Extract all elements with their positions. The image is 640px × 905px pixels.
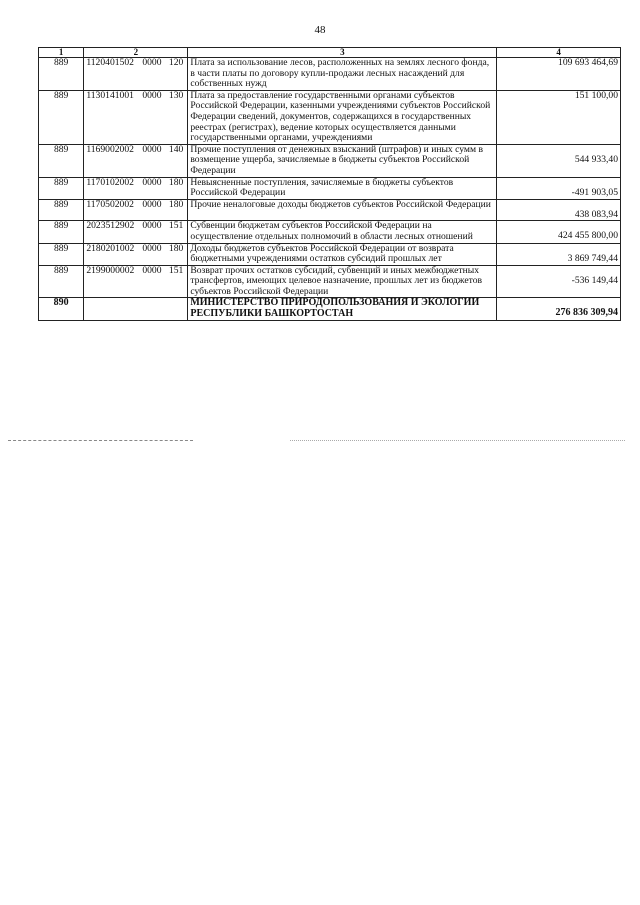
code-part: 0000: [142, 176, 162, 188]
amount: 151 100,00: [574, 89, 618, 101]
code-part: 2023512902: [86, 220, 135, 232]
admin-code: 889: [39, 265, 84, 298]
total-amount: 276 836 309,94: [555, 307, 618, 319]
budget-classification-code: [84, 177, 188, 199]
total-amount-cell: [497, 298, 621, 320]
amount-cell: [497, 265, 621, 298]
code-part: 180: [168, 176, 184, 188]
code-part: 180: [168, 198, 184, 210]
code-part: 1170502002: [86, 198, 134, 210]
budget-classification-code: [84, 199, 188, 221]
admin-code: 889: [39, 199, 84, 221]
revenue-description: Прочие неналоговые доходы бюджетов субъектов Российской Федерации: [188, 199, 497, 221]
admin-code: 889: [39, 221, 84, 243]
total-admin-code: 890: [39, 298, 84, 320]
code-part: 140: [168, 143, 184, 155]
code-part: 0000: [142, 57, 162, 68]
revenue-description: Невыясненные поступления, зачисляемые в бюджеты субъектов Российской Федерации: [188, 177, 497, 199]
code-part: 0000: [142, 143, 162, 155]
code-part: 0000: [142, 220, 162, 232]
budget-classification-code: [84, 90, 188, 144]
amount: -536 149,44: [571, 274, 618, 286]
table-row: [39, 177, 621, 199]
amount: 438 083,94: [574, 208, 618, 220]
code-part: 120: [168, 57, 184, 68]
admin-code: 889: [39, 144, 84, 177]
amount: 424 455 800,00: [558, 230, 618, 242]
revenue-description: Плата за использование лесов, расположенных на землях лесного фонда, в части платы по договору купли-продажи лесных насаждений для собственных нужд: [188, 58, 497, 91]
admin-code: 889: [39, 90, 84, 144]
amount-cell: [497, 58, 621, 91]
table-row: [39, 144, 621, 177]
code-part: 1130141001: [86, 89, 134, 101]
admin-code: 889: [39, 243, 84, 265]
table-row: [39, 58, 621, 91]
code-part: 2199000002: [86, 264, 135, 276]
code-part: 1169002002: [86, 143, 134, 155]
code-part: 2180201002: [86, 242, 135, 254]
budget-classification-code: [84, 243, 188, 265]
total-ministry-name: МИНИСТЕРСТВО ПРИРОДОПОЛЬЗОВАНИЯ И ЭКОЛОГИИ РЕСПУБЛИКИ БАШКОРТОСТАН: [188, 298, 497, 320]
page-number: 48: [314, 24, 326, 36]
budget-classification-code: [84, 58, 188, 91]
amount-cell: [497, 221, 621, 243]
column-header-4: 4: [497, 48, 621, 58]
table-body: [39, 58, 621, 298]
table-row: [39, 265, 621, 298]
revenue-description: Доходы бюджетов субъектов Российской Федерации от возврата бюджетными учреждениями остатков субсидий прошлых лет: [188, 243, 497, 265]
amount-cell: [497, 90, 621, 144]
amount-cell: [497, 243, 621, 265]
amount-cell: [497, 199, 621, 221]
table-total-row: [39, 298, 621, 320]
code-part: 0000: [142, 264, 162, 276]
amount-cell: [497, 177, 621, 199]
scan-divider-line: [290, 440, 625, 441]
revenue-description: Прочие поступления от денежных взысканий (штрафов) и иных сумм в возмещение ущерба, зачисляемые в бюджеты субъектов Российской Федерации: [188, 144, 497, 177]
code-part: 151: [168, 220, 184, 232]
amount-cell: [497, 144, 621, 177]
table-header-row: [39, 48, 621, 58]
admin-code: 889: [39, 177, 84, 199]
column-header-3: 3: [188, 48, 497, 58]
code-part: 151: [168, 264, 184, 276]
column-header-2: 2: [84, 48, 188, 58]
revenue-description: Возврат прочих остатков субсидий, субвенций и иных межбюджетных трансфертов, имеющих целевое назначение, прошлых лет из бюджетов субъектов Российской Федерации: [188, 265, 497, 298]
code-part: 0000: [142, 198, 162, 210]
scan-divider-line: [8, 440, 193, 441]
code-part: 130: [168, 89, 184, 101]
code-part: 1120401502: [86, 57, 134, 68]
table-row: [39, 90, 621, 144]
revenue-description: Плата за предоставление государственными органами субъектов Российской Федерации, казенными учреждениями субъектов Российской Федерации сведений, документов, содержащихся в государственных реестрах (регистрах), ведение которых осуществляется данными государственными органами, учреждениями: [188, 90, 497, 144]
amount: 109 693 464,69: [558, 57, 618, 68]
table-row: [39, 221, 621, 243]
table-row: [39, 243, 621, 265]
admin-code: 889: [39, 58, 84, 91]
amount: 3 869 749,44: [567, 252, 618, 264]
code-part: 1170102002: [86, 176, 134, 188]
code-part: 180: [168, 242, 184, 254]
revenue-description: Субвенции бюджетам субъектов Российской Федерации на осуществление отдельных полномочий в области лесных отношений: [188, 221, 497, 243]
budget-classification-code: [84, 265, 188, 298]
code-part: 0000: [142, 89, 162, 101]
total-code-cell: [84, 298, 188, 320]
column-header-1: 1: [39, 48, 84, 58]
amount: -491 903,05: [571, 186, 618, 198]
code-part: 0000: [142, 242, 162, 254]
budget-classification-code: [84, 221, 188, 243]
budget-revenue-table: [38, 47, 621, 321]
budget-classification-code: [84, 144, 188, 177]
table-row: [39, 199, 621, 221]
amount: 544 933,40: [574, 153, 618, 165]
